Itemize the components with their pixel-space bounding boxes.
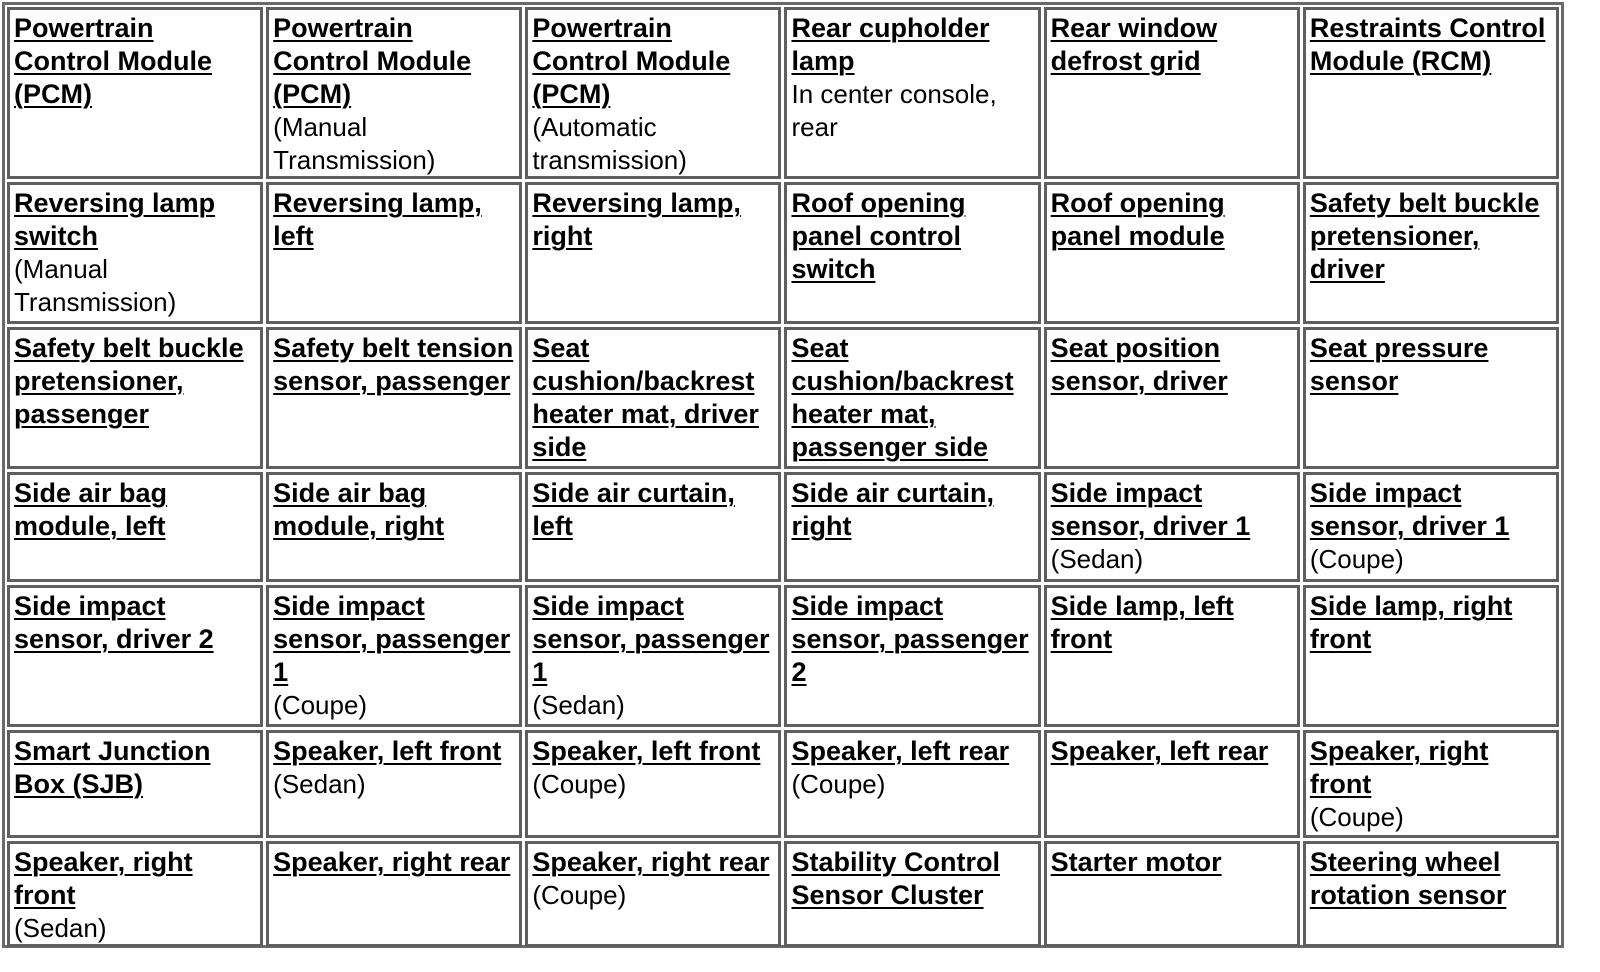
component-note: (Coupe) (532, 769, 627, 799)
component-note: (Sedan) (273, 769, 366, 799)
component-link[interactable]: Side air bag module, right (273, 478, 445, 541)
component-note: In center console, rear (791, 79, 997, 142)
table-cell (525, 327, 781, 469)
component-link[interactable]: Side air bag module, left (14, 478, 168, 541)
table-cell (784, 730, 1040, 838)
table-cell (525, 841, 781, 947)
table-cell (7, 327, 263, 469)
table-cell (7, 472, 263, 582)
table-cell (1303, 7, 1559, 179)
component-link[interactable]: Side impact sensor, passenger 1 (273, 591, 511, 687)
component-note: (Manual Transmission) (14, 254, 177, 317)
component-link[interactable]: Side impact sensor, driver 1 (1309, 478, 1510, 541)
component-link[interactable]: Roof opening panel module (1050, 188, 1225, 251)
table-cell (7, 841, 263, 947)
table-cell (1303, 585, 1559, 727)
component-note: (Sedan) (1050, 544, 1144, 574)
table-cell (266, 7, 522, 179)
component-link[interactable]: Safety belt buckle pretensioner, passenger (14, 333, 244, 429)
component-link[interactable]: Speaker, left front (273, 736, 502, 766)
component-link[interactable]: Stability Control Sensor Cluster (791, 847, 1000, 910)
component-link[interactable]: Starter motor (1050, 847, 1222, 877)
table-cell (266, 841, 522, 947)
table-cell (1044, 730, 1300, 838)
component-link[interactable]: Reversing lamp, right (532, 188, 741, 251)
component-note: (Coupe) (532, 880, 627, 910)
table-cell (266, 730, 522, 838)
component-link[interactable]: Powertrain Control Module (PCM) (273, 13, 472, 109)
component-link[interactable]: Speaker, right rear (273, 847, 511, 877)
table-cell (784, 327, 1040, 469)
component-link[interactable]: Seat cushion/backrest heater mat, passenger side (791, 333, 1014, 462)
table-cell (525, 7, 781, 179)
table-cell (525, 730, 781, 838)
component-note: (Sedan) (532, 690, 625, 720)
component-note: (Automatic transmission) (532, 112, 687, 175)
component-link[interactable]: Speaker, right front (1309, 736, 1489, 799)
table-cell (1303, 472, 1559, 582)
table-cell (525, 182, 781, 324)
component-note: (Coupe) (791, 769, 886, 799)
table-cell (7, 7, 263, 179)
table-cell (1044, 182, 1300, 324)
table-cell (1044, 7, 1300, 179)
component-note: (Sedan) (14, 913, 107, 943)
table-cell (1044, 472, 1300, 582)
component-link[interactable]: Rear cupholder lamp (791, 13, 990, 76)
table-cell (525, 585, 781, 727)
component-link[interactable]: Side air curtain, right (791, 478, 995, 541)
table-cell (1044, 327, 1300, 469)
component-link[interactable]: Side air curtain, left (532, 478, 735, 541)
component-link[interactable]: Side lamp, left front (1050, 591, 1234, 654)
component-link[interactable]: Rear window defrost grid (1050, 13, 1218, 76)
component-link[interactable]: Safety belt buckle pretensioner, driver (1309, 188, 1540, 284)
table-cell (784, 472, 1040, 582)
table-cell (1303, 841, 1559, 947)
component-link[interactable]: Speaker, left rear (1050, 736, 1269, 766)
component-note: (Coupe) (273, 690, 368, 720)
component-link[interactable]: Speaker, left rear (791, 736, 1010, 766)
component-note: (Manual Transmission) (273, 112, 436, 175)
table-cell (784, 7, 1040, 179)
component-link[interactable]: Side impact sensor, driver 1 (1050, 478, 1251, 541)
component-link[interactable]: Powertrain Control Module (PCM) (14, 13, 212, 109)
component-link[interactable]: Safety belt tension sensor, passenger (273, 333, 514, 396)
component-link[interactable]: Seat position sensor, driver (1050, 333, 1228, 396)
table-cell (784, 841, 1040, 947)
table-cell (784, 585, 1040, 727)
component-link[interactable]: Speaker, left front (532, 736, 761, 766)
component-link[interactable]: Side impact sensor, passenger 2 (791, 591, 1029, 687)
component-link[interactable]: Powertrain Control Module (PCM) (532, 13, 731, 109)
table-cell (1044, 841, 1300, 947)
component-link[interactable]: Side impact sensor, passenger 1 (532, 591, 770, 687)
component-link[interactable]: Reversing lamp switch (14, 188, 216, 251)
table-cell (7, 182, 263, 324)
component-index-table (2, 2, 1564, 948)
table-cell (1303, 182, 1559, 324)
component-link[interactable]: Side lamp, right front (1309, 591, 1513, 654)
table-cell (266, 327, 522, 469)
component-link[interactable]: Speaker, right rear (532, 847, 770, 877)
component-link[interactable]: Restraints Control Module (RCM) (1309, 13, 1546, 76)
component-note: (Coupe) (1309, 544, 1404, 574)
table-cell (784, 182, 1040, 324)
component-link[interactable]: Roof opening panel control switch (791, 188, 966, 284)
table-cell (1303, 730, 1559, 838)
component-link[interactable]: Steering wheel rotation sensor (1309, 847, 1507, 910)
component-note: (Coupe) (1309, 802, 1404, 832)
component-link[interactable]: Reversing lamp, left (273, 188, 482, 251)
table-cell (1303, 327, 1559, 469)
table-cell (266, 182, 522, 324)
table-cell (266, 585, 522, 727)
component-link[interactable]: Smart Junction Box (SJB) (14, 736, 211, 799)
table-cell (266, 472, 522, 582)
component-link[interactable]: Side impact sensor, driver 2 (14, 591, 214, 654)
table-cell (525, 472, 781, 582)
table-cell (7, 585, 263, 727)
component-link[interactable]: Speaker, right front (14, 847, 193, 910)
component-link[interactable]: Seat cushion/backrest heater mat, driver side (532, 333, 759, 462)
table-cell (1044, 585, 1300, 727)
table-cell (7, 730, 263, 838)
component-link[interactable]: Seat pressure sensor (1309, 333, 1489, 396)
